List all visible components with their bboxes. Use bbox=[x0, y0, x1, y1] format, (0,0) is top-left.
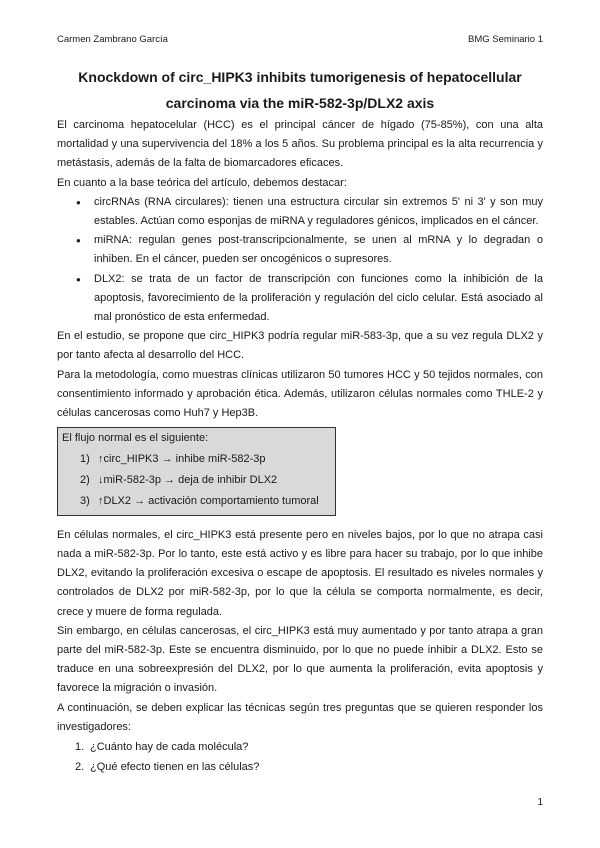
question-item bbox=[57, 737, 543, 757]
flow-steps bbox=[62, 449, 331, 512]
bullet-circrna: ● circRNAs (RNA circulares): tienen una estructura circular sin extremos 5' ni 3' y son muy estables. Actúan como esponjas de miRNA y reguladores génicos, implicados en el cáncer. bbox=[57, 193, 543, 231]
header-course: BMG Seminario 1 bbox=[468, 34, 543, 45]
methodology-paragraph: Para la metodología, como muestras clínicas utilizaron 50 tumores HCC y 50 tejidos normales, con consentimiento informado y aprobación ética. Además, utilizaron células normales como THLE-2 y células cancerosas como Huh7 y Hep3B. bbox=[57, 368, 543, 420]
techniques-lead: A continuación, se deben explicar las técnicas según tres preguntas que se quieren responder los investigadores: bbox=[57, 701, 543, 733]
flow-step bbox=[62, 470, 331, 491]
flow-step-text: ↑DLX2 → activación comportamiento tumoral bbox=[98, 494, 319, 507]
questions-list bbox=[57, 737, 543, 777]
flow-step bbox=[62, 449, 331, 470]
theory-lead: En cuanto a la base teórica del artículo, debemos destacar: bbox=[57, 176, 347, 189]
flow-box-title: El flujo normal es el siguiente: bbox=[62, 432, 209, 445]
question-text: ¿Cuánto hay de cada molécula? bbox=[90, 740, 249, 753]
question-item bbox=[57, 757, 543, 777]
bullet-mirna: ● miRNA: regulan genes post-transcripcionalmente, se unen al mRNA y lo degradan o inhiben. En el cáncer, pueden ser oncogénicos o supresores. bbox=[57, 231, 543, 269]
bullet-dlx2: ● DLX2: se trata de un factor de transcripción con funciones como la inhibición de la apoptosis, favorecimiento de la proliferación y regulación del ciclo celular. Está asociado al mal pronóstico de esta enfermedad. bbox=[57, 270, 543, 328]
flow-step-number: 2) bbox=[80, 473, 90, 486]
intro-paragraph: El carcinoma hepatocelular (HCC) es el principal cáncer de hígado (75-85%), con una alta mortalidad y una supervivencia del 18% a los 5 años. Su problema principal es la alta recurrencia y metástasis, además de la falta de biomarcadores eficaces. bbox=[57, 119, 543, 170]
question-number: 2. bbox=[75, 760, 85, 773]
flow-step bbox=[62, 491, 331, 512]
flow-step-number: 3) bbox=[80, 494, 90, 507]
flow-step-text: ↓miR-582-3p → deja de inhibir DLX2 bbox=[98, 473, 278, 486]
theory-bullet-list bbox=[57, 193, 543, 327]
cancer-cells-paragraph: Sin embargo, en células cancerosas, el circ_HIPK3 está muy aumentado y por tanto atrapa a gran parte del miR-582-3p. Este se encuentra disminuido, por lo que no puede inhibir a DLX2. Esto se traduce en una sobreexpresión del DLX2, por lo que aumenta la proliferación, evita apoptosis y favorece la migración o invasión. bbox=[57, 624, 543, 695]
document-body bbox=[57, 116, 543, 777]
flow-box bbox=[57, 427, 336, 516]
flow-step-text: ↑circ_HIPK3 → inhibe miR-582-3p bbox=[98, 452, 266, 465]
header-author: Carmen Zambrano García bbox=[57, 34, 168, 45]
question-number: 1. bbox=[75, 740, 85, 753]
question-text: ¿Qué efecto tienen en las células? bbox=[90, 760, 260, 773]
document-title: Knockdown of circ_HIPK3 inhibits tumorigenesis of hepatocellular carcinoma via the miR-582-3p/DLX2 axis bbox=[78, 69, 522, 111]
normal-cells-paragraph: En células normales, el circ_HIPK3 está presente pero en niveles bajos, por lo que no atrapa casi nada a miR-582-3p. Por lo tanto, este está activo y es libre para hacer su trabajo, por lo que inhibe DLX2, evitando la proliferación excesiva o escape de apoptosis. El resultado es niveles normales y controlados de DLX2 por miR-582-3p, por lo que la célula se comporta normalmente, es decir, crece y muere de forma regulada. bbox=[57, 528, 543, 618]
page-number: 1 bbox=[537, 797, 543, 808]
flow-step-number: 1) bbox=[80, 452, 90, 465]
study-paragraph: En el estudio, se propone que circ_HIPK3 podría regular miR-583-3p, que a su vez regula DLX2 y por tanto afecta al desarrollo del HCC. bbox=[57, 330, 543, 362]
